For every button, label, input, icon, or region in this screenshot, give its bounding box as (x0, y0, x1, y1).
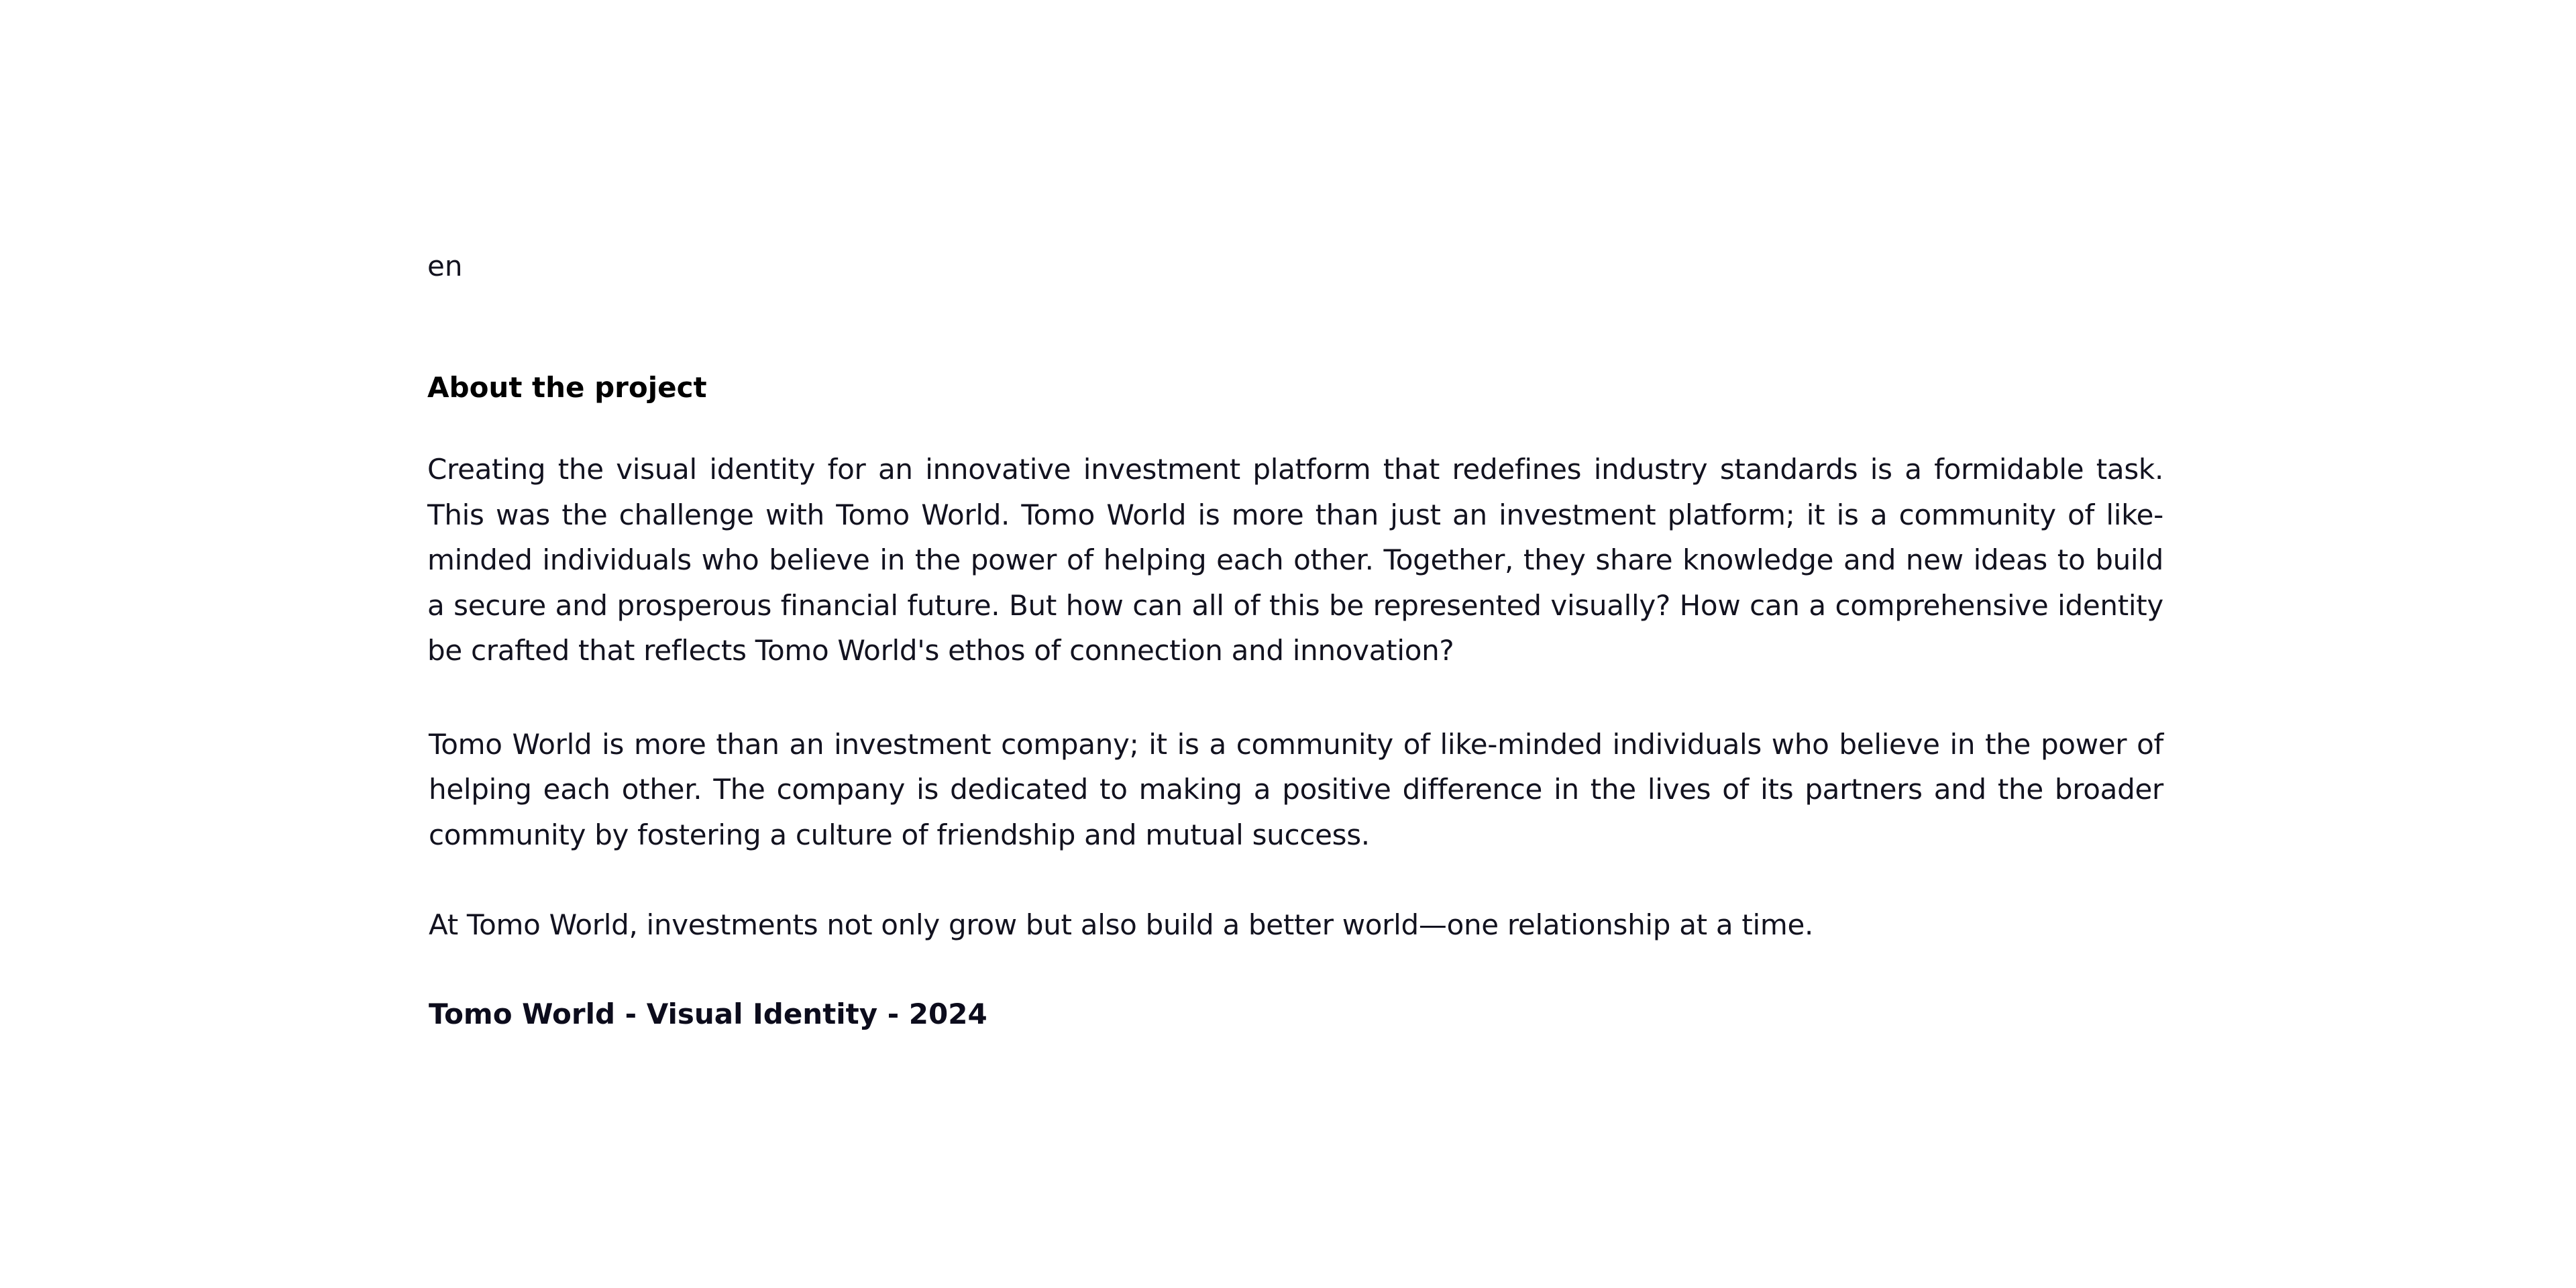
project-credit: Tomo World - Visual Identity - 2024 (429, 997, 987, 1030)
closing-paragraph: At Tomo World, investments not only grow but also build a better world—one relationship at a time. (429, 908, 1814, 941)
language-switcher[interactable]: en (427, 250, 463, 282)
company-paragraph: Tomo World is more than an investment company; it is a community of like-minded individuals who believe in the power of helping each other. The company is dedicated to making a positive difference in the lives of its partners and the broader community by fostering a culture of friendship and mutual success. (429, 727, 2163, 851)
about-section (427, 368, 2163, 1034)
intro-paragraph: Creating the visual identity for an innovative investment platform that redefines industry standards is a formidable task. This was the challenge with Tomo World. Tomo World is more than just an investment platform; it is a community of like-minded individuals who believe in the power of helping each other. Together, they share knowledge and new ideas to build a secure and prosperous financial future. But how can all of this be represented visually? How can a comprehensive identity be crafted that reflects Tomo World's ethos of connection and innovation? (427, 453, 2163, 667)
section-heading: About the project (427, 371, 707, 404)
